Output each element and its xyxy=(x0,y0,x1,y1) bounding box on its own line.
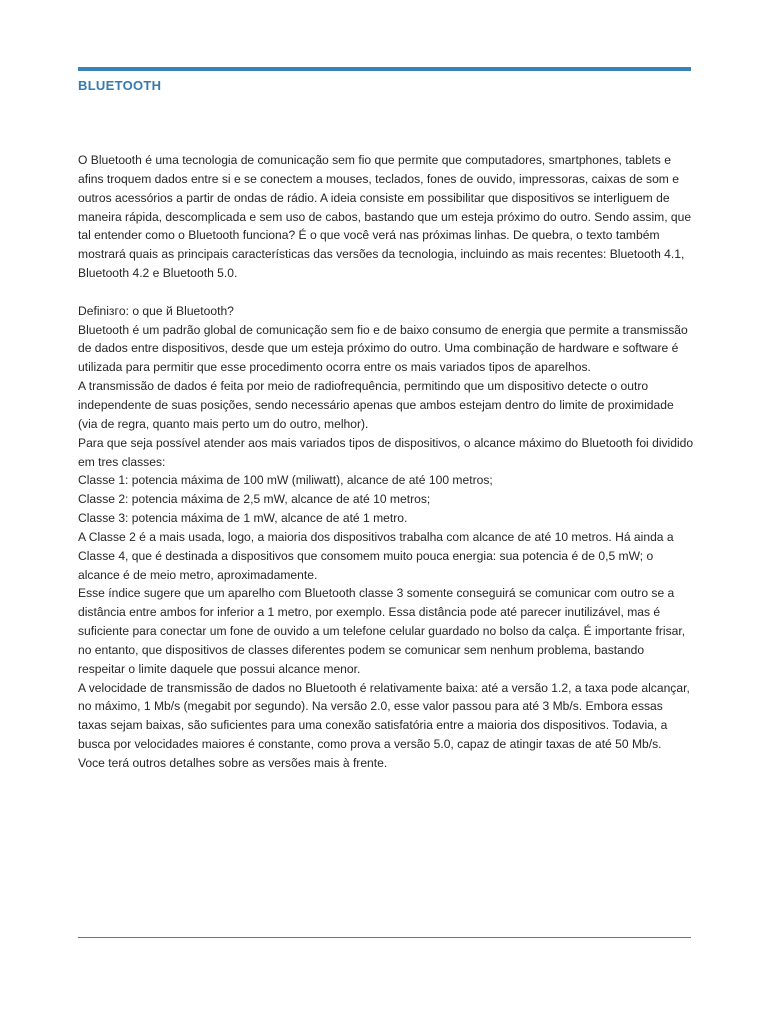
class-list-item: Classe 3: potencia máxima de 1 mW, alcance de até 1 metro. xyxy=(78,511,408,526)
definition-heading: Definiзгo: o que й Bluetooth? xyxy=(78,303,234,318)
section-title: BLUETOOTH xyxy=(78,78,162,93)
class-list-item: Classe 1: potencia máxima de 100 mW (miliwatt), alcance de até 100 metros; xyxy=(78,473,493,488)
document-body xyxy=(78,151,694,773)
paragraph: Voce terá outros detalhes sobre as versões mais à frente. xyxy=(78,756,388,770)
top-divider xyxy=(78,67,691,71)
paragraph: Bluetooth é um padrão global de comunicação sem fio e de baixo consumo de energia que permite a transmissão de dados entre dispositivos, desde que um esteja próximo do outro. Uma combinação de hardware e software é utilizada para permitir que esse procedimento ocorra entre os mais variados tipos de aparelhos. xyxy=(78,322,688,375)
bottom-divider xyxy=(78,937,691,938)
intro-paragraph: O Bluetooth é uma tecnologia de comunicação sem fio que permite que computadores, smartphones, tablets e afins troquem dados entre si e se conectem a mouses, teclados, fones de ouvido, impressoras, caixas de som e outros acessórios a partir de ondas de rádio. A ideia consiste em possibilitar que dispositivos se interliguem de maneira rápida, descomplicada e sem uso de cabos, bastando que um esteja próximo do outro. Sendo assim, que tal entender como o Bluetooth funciona? É o que você verá nas próximas linhas. De quebra, o texto também mostrará quais as principais características das versões da tecnologia, incluindo as mais recentes: Bluetooth 4.1, Bluetooth 4.2 e Bluetooth 5.0. xyxy=(78,153,692,281)
paragraph: A velocidade de transmissão de dados no Bluetooth é relativamente baixa: até a versão 1.2, a taxa pode alcançar, no máximo, 1 Mb/s (megabit por segundo). Na versão 2.0, esse valor passou para até 3 Mb/s. Embora essas taxas sejam baixas, são suficientes para uma conexão satisfatória entre a maioria dos dispositivos. Todavia, a busca por velocidades maiores é constante, como prova a versão 5.0, capaz de atingir taxas de até 50 Mb/s. xyxy=(78,680,690,752)
paragraph: Para que seja possível atender aos mais variados tipos de dispositivos, o alcance máximo do Bluetooth foi dividido em tres classes: xyxy=(78,435,694,469)
paragraph: Esse índice sugere que um aparelho com Bluetooth classe 3 somente conseguirá se comunicar com outro se a distância entre ambos for inferior a 1 metro, por exemplo. Essa distância pode até parecer inutilizável, mas é suficiente para conectar um fone de ouvido a um telefone celular guardado no bolso da calça. É importante frisar, no entanto, que dispositivos de classes diferentes podem se comunicar sem nenhum problema, bastando respeitar o limite daquele que possui alcance menor. xyxy=(78,586,686,676)
paragraph: A transmissão de dados é feita por meio de radiofrequência, permitindo que um dispositivo detecte o outro independente de suas posições, sendo necessário apenas que ambos estejam dentro do limite de proximidade (via de regra, quanto mais perto um do outro, melhor). xyxy=(78,379,674,431)
class-list-item: Classe 2: potencia máxima de 2,5 mW, alcance de até 10 metros; xyxy=(78,492,431,507)
paragraph: A Classe 2 é a mais usada, logo, a maioria dos dispositivos trabalha com alcance de até 10 metros. Há ainda a Classe 4, que é destinada a dispositivos que consomem muito pouca energia: sua potencia é de 0,5 mW; o alcance é de meio metro, aproximadamente. xyxy=(78,529,674,582)
